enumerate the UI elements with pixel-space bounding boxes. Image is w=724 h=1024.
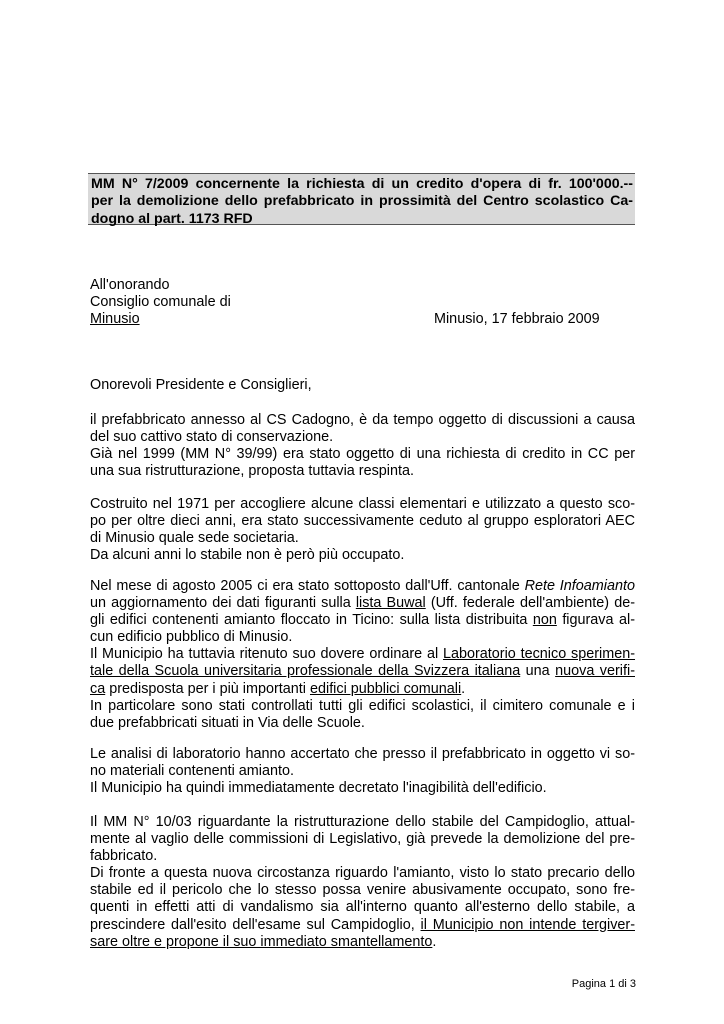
nuova-verifica: ca [90,680,106,697]
document-title [88,173,635,225]
text-run: prescindere dall'esito dell'esame sul Campidoglio, [90,916,421,933]
text-line: di Minusio quale sede societaria. [90,530,299,547]
edifici-pubblici: edifici pubblici comunali [309,680,462,697]
salutation: Onorevoli Presidente e Consiglieri, [90,377,312,393]
text-line: mente al vaglio delle commissioni di Legislativo, già prevede la demolizione del pre- [90,831,635,848]
text-line [90,595,635,612]
text-line: Di fronte a questa nuova circostanza riguardo l'amianto, visto lo stato precario dello [90,865,635,882]
title-line: MM N° 7/2009 concernente la richiesta di un credito d'opera di fr. 100'000.-- [91,176,633,192]
title-line: dogno al part. 1173 RFD [91,210,253,227]
text-line [90,681,635,698]
text-line [90,646,635,663]
text-run: predisposta per i più importanti [105,680,310,697]
laboratorio-name: Laboratorio tecnico sperimen- [442,646,636,663]
paragraph-4 [90,746,635,797]
text-run: . [461,680,466,697]
text-line: In particolare sono stati controllati tutti gli edifici scolastici, il cimitero comunale e i [90,697,635,714]
text-line: no materiali contenenti amianto. [90,763,294,780]
text-line: stabile ed il pericolo che lo stesso possa venire abusivamente occupato, sono fre- [90,882,635,899]
text-line: Già nel 1999 (MM N° 39/99) era stato oggetto di una richiesta di credito in CC per [90,446,635,463]
nuova-verifica: nuova verifi- [555,663,635,680]
text-line: quenti in effetti atti di vandalismo sia all'interno quanto all'esterno dello stabile, a [90,899,635,916]
rete-infoamianto: Rete Infoamianto [524,578,635,594]
text-line: cun edificio pubblico di Minusio. [90,629,293,646]
text-line: il prefabbricato annesso al CS Cadogno, è da tempo oggetto di discussioni a causa [90,412,635,428]
text-line: Il MM N° 10/03 riguardante la ristrutturazione dello stabile del Campidoglio, attual- [90,814,635,830]
text-line [90,917,635,934]
text-line [90,578,635,595]
text-line [90,612,635,629]
page-number: Pagina 1 di 3 [571,978,636,990]
text-run: figurava al- [556,612,635,629]
text-run: un aggiornamento dei dati figuranti sulla [90,595,356,612]
text-run: gli edifici contenenti amianto floccato in Ticino: sulla lista distribuita [90,612,533,629]
text-line: del suo cattivo stato di conservazione. [90,429,334,446]
non-emphasis: non [532,612,557,629]
text-line [90,934,635,951]
text-line [90,663,635,680]
paragraph-3 [90,578,635,732]
text-run: Il Municipio ha tuttavia ritenuto suo dovere ordinare al [90,646,443,663]
address-line-3: Minusio [90,311,140,327]
address-line-2: Consiglio comunale di [90,294,231,310]
text-run: Nel mese di agosto 2005 ci era stato sottoposto dall'Uff. cantonale [90,578,525,594]
text-line: una sua ristrutturazione, proposta tuttavia respinta. [90,463,414,480]
text-line: po per oltre dieci anni, era stato successivamente ceduto al gruppo esploratori AEC [90,513,635,530]
paragraph-1 [90,412,635,480]
municipio-decision: sare oltre e propone il suo immediato smantellamento [90,933,433,950]
address-line-1: All'onorando [90,277,170,293]
text-line: Da alcuni anni lo stabile non è però più occupato. [90,547,405,564]
laboratorio-name: tale della Scuola universitaria professionale della Svizzera italiana [90,663,521,680]
text-run: . [432,933,437,950]
paragraph-5 [90,814,635,951]
text-line: Il Municipio ha quindi immediatamente decretato l'inagibilità dell'edificio. [90,780,547,797]
text-line: Le analisi di laboratorio hanno accertato che presso il prefabbricato in oggetto vi so- [90,746,635,762]
lista-buwal: lista Buwal [355,595,426,612]
letter-date: Minusio, 17 febbraio 2009 [434,311,600,327]
text-line: due prefabbricati situati in Via delle Scuole. [90,714,365,731]
municipio-decision: il Municipio non intende tergiver- [420,916,635,933]
title-line: per la demolizione dello prefabbricato in prossimità del Centro scolastico Ca- [91,193,633,210]
paragraph-2 [90,496,635,564]
text-run: una [520,663,556,680]
text-run: (Uff. federale dell'ambiente) de- [425,595,635,612]
text-line: fabbricato. [90,848,158,865]
text-line: Costruito nel 1971 per accogliere alcune classi elementari e utilizzato a questo sco- [90,496,635,512]
